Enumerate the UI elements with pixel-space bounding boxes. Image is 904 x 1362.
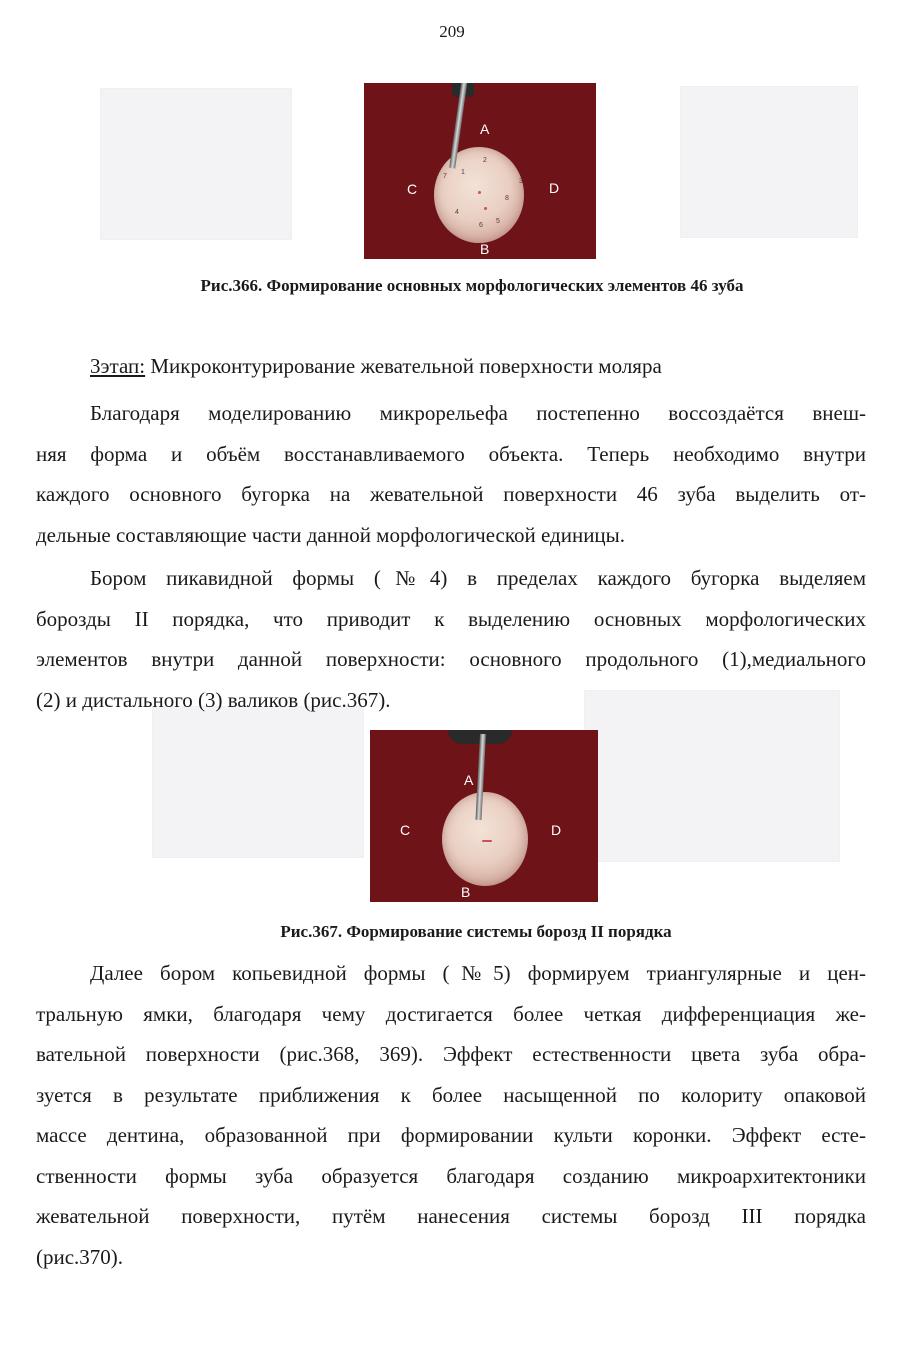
label-c: C xyxy=(407,181,418,197)
paragraph-line: жевательной поверхности, путём нанесения системы борозд III порядка xyxy=(36,1204,866,1228)
figure-366-photo xyxy=(364,83,596,259)
paragraph-line: вательной поверхности (рис.368, 369). Эффект естественности цвета зуба обра- xyxy=(36,1042,866,1066)
tubercle-number: 5 xyxy=(496,218,500,225)
paragraph-line: тральную ямки, благодаря чему достигается более четкая дифференциация же- xyxy=(36,1001,866,1026)
figure-367-caption: Рис.367. Формирование системы борозд II порядка xyxy=(280,922,672,941)
bleed-through-lower-left-image xyxy=(152,706,364,858)
paragraph-line: (2) и дистального (3) валиков (рис.367). xyxy=(36,687,391,712)
stage-heading xyxy=(90,346,866,387)
paragraph-1 xyxy=(36,393,866,555)
label-a: A xyxy=(480,121,490,137)
tubercle-number: 2 xyxy=(483,157,487,164)
label-c: C xyxy=(400,822,411,838)
bleed-through-left-image xyxy=(100,88,292,240)
paragraph-line: элементов внутри данной поверхности: основного продольного (1),медиального xyxy=(36,647,866,671)
paragraph-line: Благодаря моделированию микрорельефа постепенно воссоздаётся внеш- xyxy=(90,401,866,425)
paragraph-line: (рис.370). xyxy=(36,1244,124,1269)
label-b: B xyxy=(461,884,471,900)
paragraph-line: зуется в результате приближения к более насыщенной по колориту опаковой xyxy=(36,1082,866,1107)
label-d: D xyxy=(551,822,562,838)
tubercle-number: 3 xyxy=(519,178,523,185)
paragraph-line: ственности формы зуба образуется благодаря созданию микроархитектоники xyxy=(36,1163,866,1188)
tubercle-number: 4 xyxy=(455,209,459,216)
groove-mark xyxy=(482,840,492,842)
stage-label: 3этап: xyxy=(90,354,146,378)
figure-366-caption: Рис.366. Формирование основных морфологических элементов 46 зуба xyxy=(200,276,744,295)
tubercle-number: 8 xyxy=(505,195,509,202)
tubercle-number: 1 xyxy=(461,169,465,176)
figure-367-photo xyxy=(370,730,598,902)
label-d: D xyxy=(549,180,560,196)
paragraph-line: каждого основного бугорка на жевательной поверхности 46 зуба выделить от- xyxy=(36,482,866,506)
label-b: B xyxy=(480,241,490,257)
marking-dot xyxy=(484,207,487,210)
tubercle-number: 7 xyxy=(443,173,447,180)
molar-occlusal-surface xyxy=(442,792,528,886)
marking-dot xyxy=(478,191,481,194)
paragraph-line: Бором пикавидной формы (№4) в пределах каждого бугорка выделяем xyxy=(90,566,866,590)
paragraph-2 xyxy=(36,558,866,720)
paragraph-line: няя форма и объём восстанавливаемого объекта. Теперь необходимо внутри xyxy=(36,441,866,466)
label-a: A xyxy=(464,772,474,788)
page-number: 209 xyxy=(439,22,465,41)
bleed-through-right-image xyxy=(680,86,858,238)
tubercle-number: 6 xyxy=(479,222,483,229)
paragraph-3 xyxy=(36,953,866,1277)
paragraph-line: борозды II порядка, что приводит к выделению основных морфологических xyxy=(36,606,866,631)
stage-title: Микроконтурирование жевательной поверхности моляра xyxy=(145,354,662,378)
paragraph-line: дельные составляющие части данной морфологической единицы. xyxy=(36,522,626,547)
paragraph-line: Далее бором копьевидной формы (№5) формируем триангулярные и цен- xyxy=(90,961,866,985)
paragraph-line: массе дентина, образованной при формировании культи коронки. Эффект есте- xyxy=(36,1123,866,1147)
